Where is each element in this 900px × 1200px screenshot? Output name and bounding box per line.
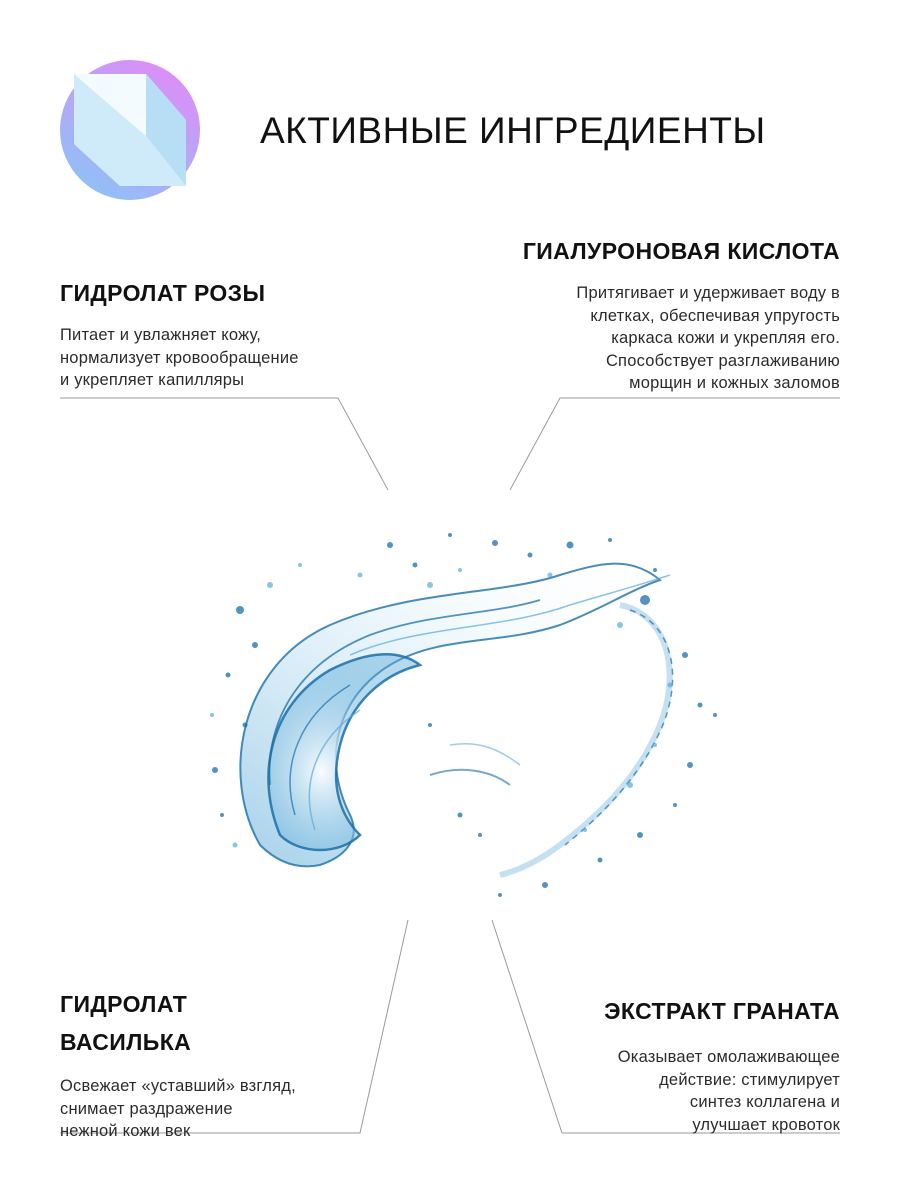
ingredient-description: Притягивает и удерживает воду в клетках, обеспечивая упругость каркаса кожи и укрепляя его. Способствует разглаживанию морщин и кожных заломов <box>576 284 840 392</box>
water-splash-image-icon <box>200 515 740 905</box>
ingredient-title: ГИДРОЛАТ ВАСИЛЬКА <box>60 991 192 1055</box>
ingredient-pomegranate-extract <box>500 992 840 1136</box>
brand-logo <box>60 60 200 200</box>
rose-connector-line <box>60 398 388 490</box>
ingredient-cornflower-hydrolat <box>60 985 390 1143</box>
ingredient-title: ГИДРОЛАТ РОЗЫ <box>60 280 266 306</box>
ingredient-description: Оказывает омолаживающее действие: стимулирует синтез коллагена и улучшает кровоток <box>617 1048 840 1134</box>
hyaluronic-connector-line <box>510 398 840 490</box>
crystal-logo-icon <box>60 60 200 200</box>
ingredient-title: ЭКСТРАКТ ГРАНАТА <box>604 998 840 1024</box>
water-splash-illustration <box>200 515 740 905</box>
ingredient-rose-hydrolat <box>60 274 390 392</box>
ingredient-title: ГИАЛУРОНОВАЯ КИСЛОТА <box>522 238 840 264</box>
ingredient-description: Освежает «уставший» взгляд, снимает раздражение нежной кожи век <box>60 1077 296 1140</box>
page-title: АКТИВНЫЕ ИНГРЕДИЕНТЫ <box>260 110 766 151</box>
ingredient-description: Питает и увлажняет кожу, нормализует кровообращение и укрепляет капилляры <box>60 326 299 389</box>
ingredient-hyaluronic-acid <box>470 232 840 395</box>
